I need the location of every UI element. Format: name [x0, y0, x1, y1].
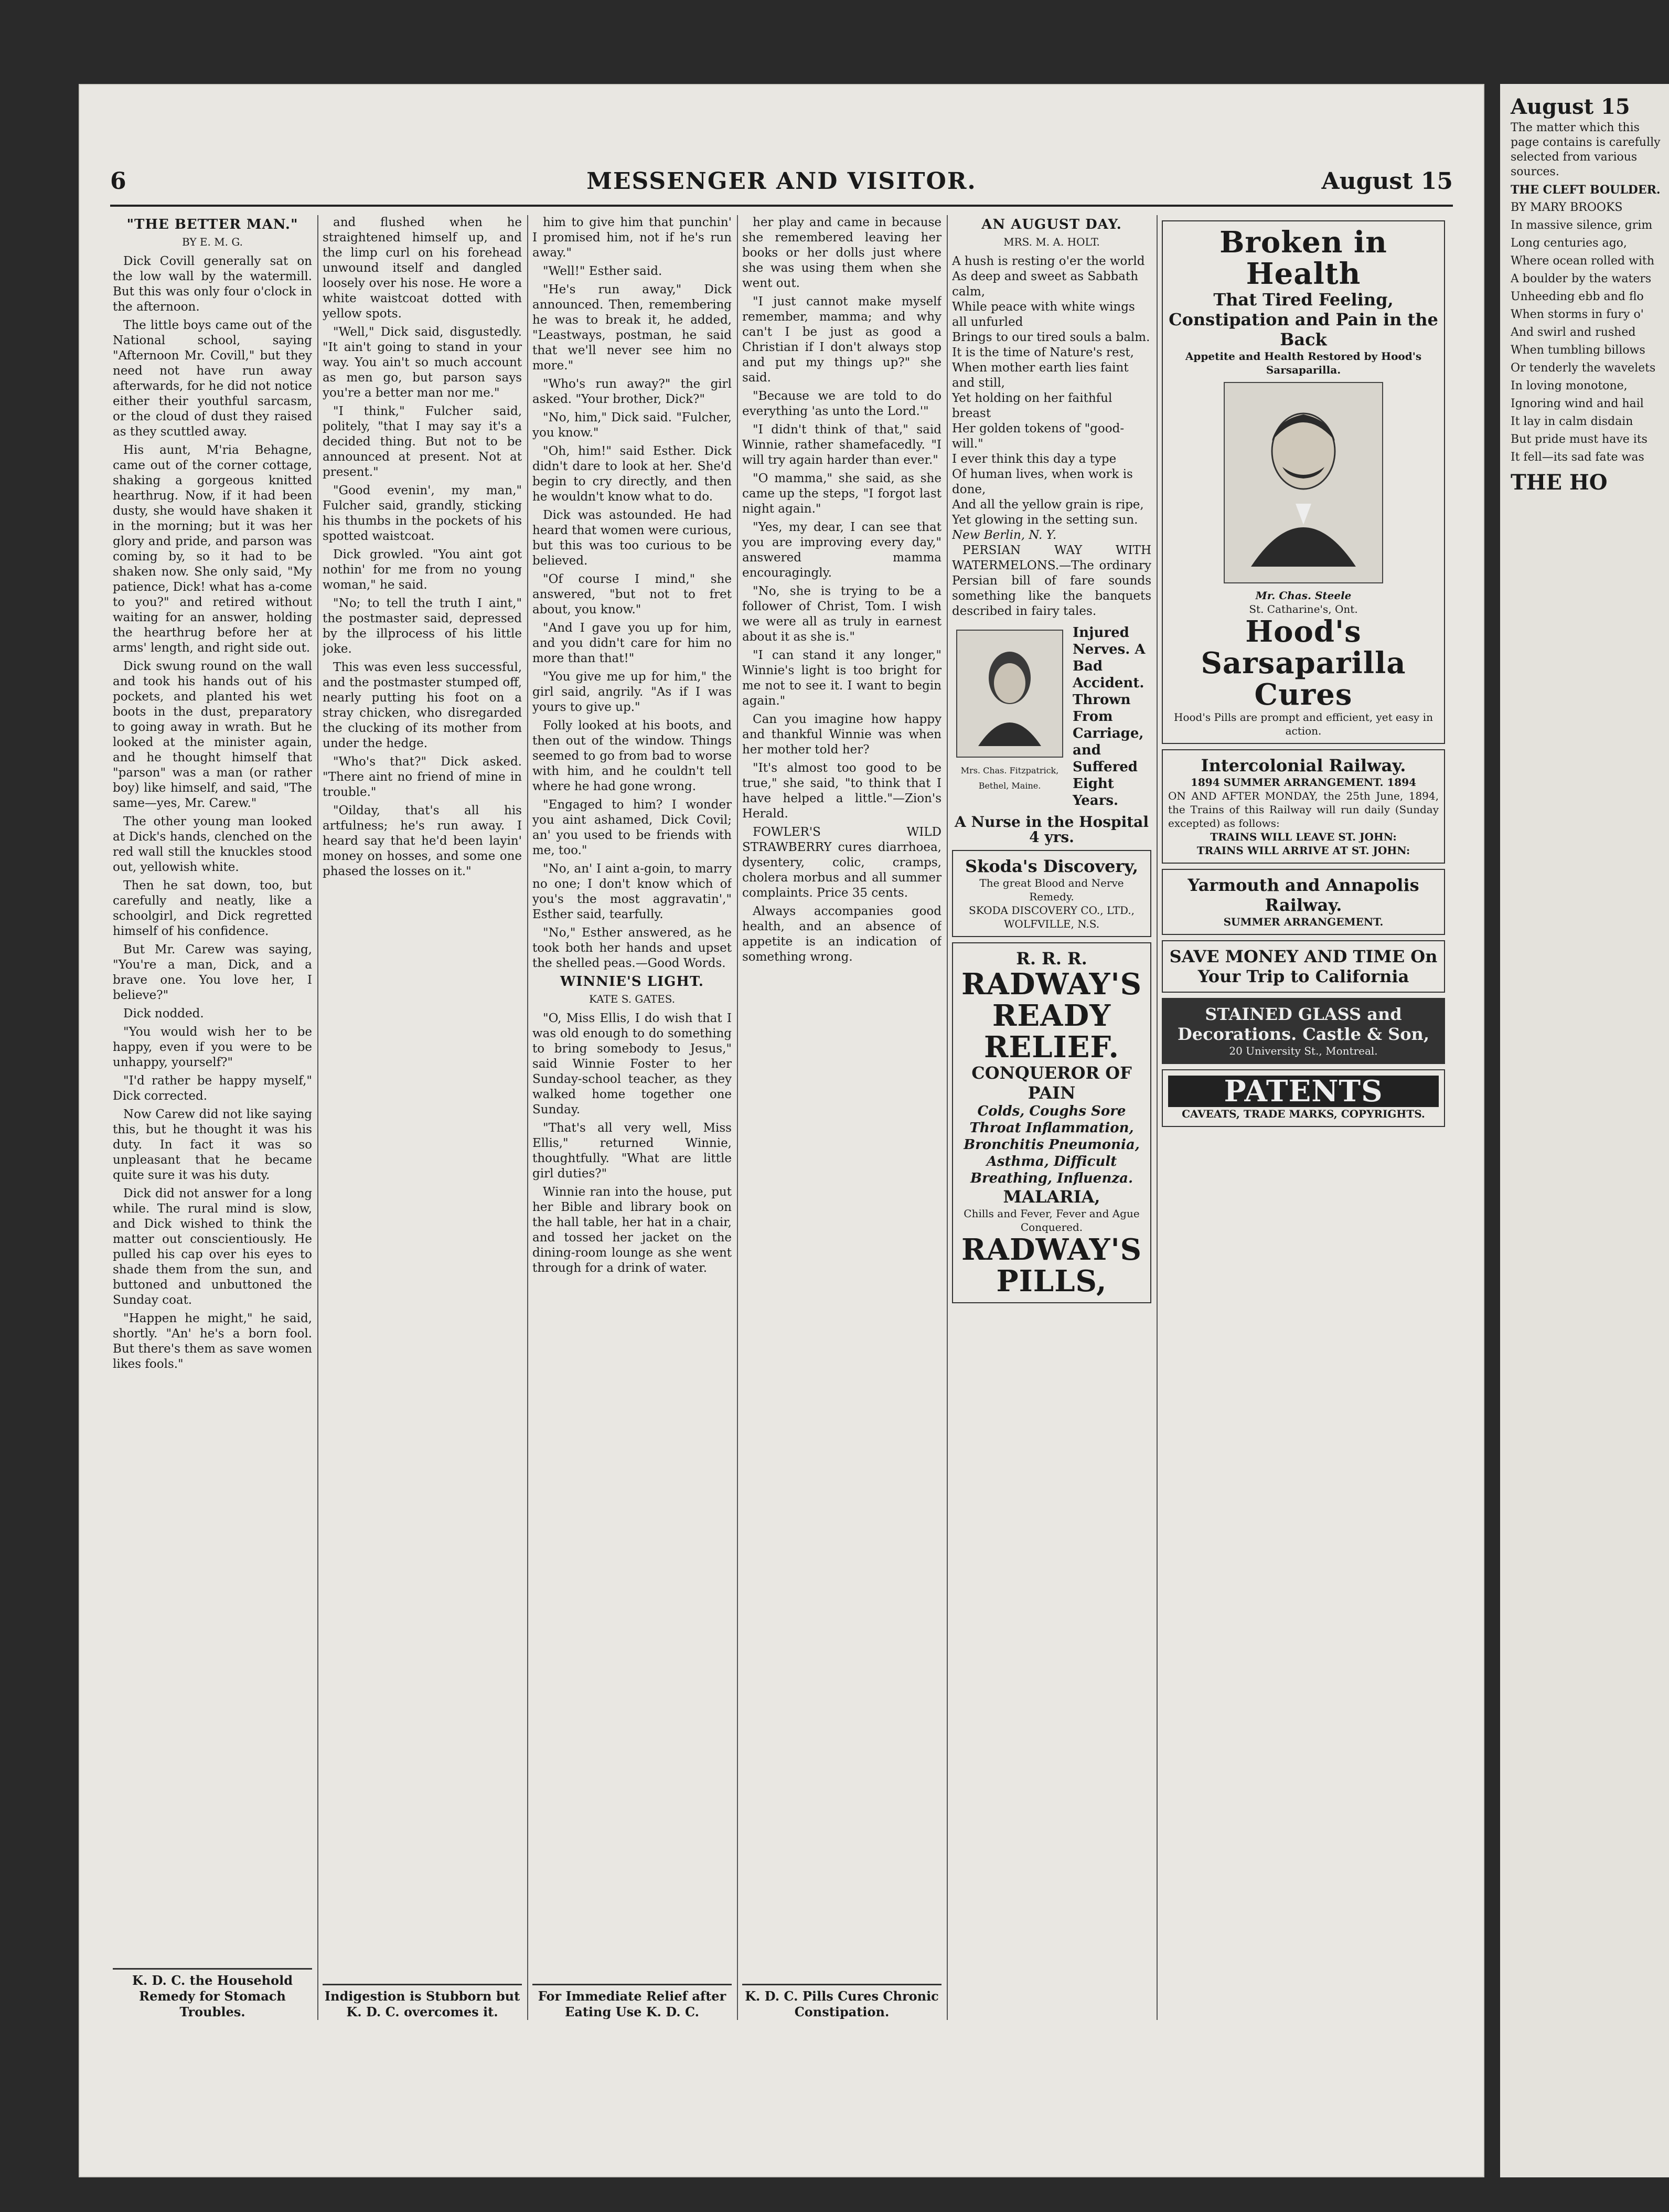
story-title: WINNIE'S LIGHT.	[560, 974, 704, 990]
california-headline: SAVE MONEY AND TIME On Your Trip to California	[1169, 947, 1438, 986]
facing-page	[1500, 84, 1669, 2177]
skoda-subtitle: The great Blood and Nerve Remedy.	[979, 877, 1124, 903]
paragraph: Now Carew did not like saying this, but he thought it was his duty. In fact it was so unpleasant that he became quite sure it was his duty.	[113, 1108, 312, 1182]
malaria-label: MALARIA,	[1003, 1187, 1100, 1207]
paragraph: The other young man looked at Dick's hands, clenched on the red wall still the knuckles stood out, yellowish white.	[113, 815, 312, 874]
ad-fowler: FOWLER'S WILD STRAWBERRY cures diarrhoea, dysentery, colic, cramps, cholera morbus and all summer complaints. Price 35 cents.	[742, 825, 942, 900]
radway-title: RADWAY'S READY RELIEF.	[961, 967, 1142, 1065]
paragraph: her play and came in because she remembered leaving her books or her dolls just where she was using them when she went out.	[742, 216, 942, 290]
paragraph: Dick nodded.	[123, 1007, 204, 1020]
paragraph: Dick was astounded. He had heard that women were curious, but this was too curious to be believed.	[532, 508, 732, 568]
column-rule	[317, 215, 318, 2020]
column-1	[113, 215, 312, 2020]
testimonial-caption: Mrs. Chas. Fitzpatrick, Bethel, Maine.	[960, 765, 1059, 791]
paragraph: Can you imagine how happy and thankful Winnie was when her mother told her?	[742, 712, 942, 757]
column-6	[1162, 215, 1445, 2020]
story-byline: BY E. M. G.	[181, 236, 243, 248]
poem-line: Yet glowing in the setting sun.	[952, 513, 1138, 527]
intercolonial-railway-ad	[1162, 749, 1445, 864]
column-rule	[527, 215, 528, 2020]
paragraph: Then he sat down, too, but carefully and neatly, like a schoolgirl, and Dick regretted himself of his confidence.	[113, 879, 312, 938]
facing-poem-line: When tumbling billows	[1511, 344, 1645, 357]
column-footer-ad: K. D. C. the Household Remedy for Stomach Troubles.	[113, 1968, 312, 2020]
poem-line: As deep and sweet as Sabbath calm,	[952, 270, 1139, 299]
woman-portrait-image	[956, 630, 1063, 758]
column-rule	[947, 215, 948, 2020]
hoods-cures: Hood's Sarsaparilla Cures	[1201, 614, 1406, 712]
paragraph: "Who's run away?" the girl asked. "Your brother, Dick?"	[532, 377, 732, 406]
column-4	[742, 215, 942, 2020]
conqueror-label: CONQUEROR OF PAIN	[971, 1063, 1132, 1103]
rrr-label: R. R. R.	[1016, 949, 1087, 969]
paragraph: and flushed when he straightened himself up, and the limp curl on his forehead unwound itself and dangled loosely over his nose. He wore a white waistcoat dotted with yellow spots.	[323, 216, 522, 321]
watermelon-item: PERSIAN WAY WITH WATERMELONS.—The ordinary Persian bill of fare sounds something like the banquets described in fairy tales.	[952, 544, 1151, 618]
paragraph: "Yes, my dear, I can see that you are improving every day," answered mamma encouragingly.	[742, 520, 942, 580]
facing-poem-line: Long centuries ago,	[1511, 237, 1627, 250]
poem-line: Of human lives, when work is done,	[952, 467, 1133, 496]
poem	[952, 254, 1151, 543]
railway-text: ON AND AFTER MONDAY, the 25th June, 1894, the Trains of this Railway will run daily (Sunday excepted) as follows:	[1168, 790, 1439, 830]
paragraph: "You would wish her to be happy, even if you were to be unhappy, yourself?"	[113, 1025, 312, 1069]
paragraph: "I just cannot make myself remember, mamma; and why can't I be just as good a Christian if I don't always stop and put my things up?" she said.	[742, 295, 942, 385]
man-portrait-image	[1224, 382, 1383, 583]
paragraph: "No, she is trying to be a follower of Christ, Tom. I wish we were all as truly in earnest about it as she is."	[742, 584, 942, 644]
skoda-ad	[952, 850, 1151, 937]
paragraph: "Who's that?" Dick asked. "There aint no friend of mine in trouble."	[323, 755, 522, 799]
column-footer-ad: For Immediate Relief after Eating Use K. D. C.	[532, 1984, 732, 2020]
facing-poem-line: It fell—its sad fate was	[1511, 451, 1644, 464]
testimonial-portrait-block	[952, 624, 1067, 809]
portrait-place: St. Catharine's, Ont.	[1249, 603, 1358, 615]
paragraph: The little boys came out of the National school, saying "Afternoon Mr. Covill," but they need not have run away afterwards, for he did not notice either their youthful sarcasm, or the cloud of dust they raised as they scuttled away.	[113, 318, 312, 439]
poem-line: When mother earth lies faint and still,	[952, 361, 1129, 390]
paragraph: "I didn't think of that," said Winnie, rather shamefacedly. "I will try again harder than ever."	[742, 423, 942, 467]
paragraph: "Engaged to him? I wonder you aint ashamed, Dick Covil; an' you used to be friends with me, too."	[532, 798, 732, 857]
hoods-ad	[1162, 220, 1445, 744]
colds-list: Colds, Coughs Sore Throat Inflammation, Bronchitis Pneumonia, Asthma, Difficult Breathing, Influenza.	[964, 1103, 1140, 1186]
paragraph: But Mr. Carew was saying, "You're a man, Dick, and a brave one. You love her, I believe?"	[113, 943, 312, 1002]
story-title: "THE BETTER MAN."	[126, 217, 298, 232]
trains-arrive-label: TRAINS WILL ARRIVE AT ST. JOHN:	[1196, 844, 1410, 857]
paragraph: "And I gave you up for him, and you didn't care for him no more than that!"	[532, 621, 732, 665]
skoda-title: Skoda's Discovery,	[965, 856, 1138, 876]
poem-title: AN AUGUST DAY.	[981, 217, 1122, 232]
yarmouth-subtitle: SUMMER ARRANGEMENT.	[1223, 916, 1384, 928]
yarmouth-title: Yarmouth and Annapolis Railway.	[1187, 875, 1419, 915]
testimonial	[952, 624, 1151, 809]
facing-poem-line: Ignoring wind and hail	[1511, 397, 1644, 410]
paragraph: "That's all very well, Miss Ellis," returned Winnie, thoughtfully. "What are little girl duties?"	[532, 1121, 732, 1181]
paragraph: "Oilday, that's all his artfulness; he's run away. I heard say that he'd been layin' money on hosses, and some one phased the losses on it."	[323, 804, 522, 878]
paragraph: "O, Miss Ellis, I do wish that I was old enough to do something to bring somebody to Jesus," said Winnie Foster to her Sunday-school teacher, as they walked home together one Sunday.	[532, 1012, 732, 1116]
paragraph: "Oh, him!" said Esther. Dick didn't dare to look at her. She'd begin to cry directly, and then he wouldn't know what to do.	[532, 444, 732, 504]
paragraph: "You give me up for him," the girl said, angrily. "As if I was yours to give up."	[532, 670, 732, 714]
patents-ad	[1162, 1069, 1445, 1127]
poem-line: A hush is resting o'er the world	[952, 254, 1145, 268]
paragraph: His aunt, M'ria Behagne, came out of the corner cottage, shaking a gorgeous knitted hearthrug. Now, if it had been dusty, she would have shaken it in the morning; but it was her glory and pride, and parson was coming by, so it had to be shaken now. She only said, "My patience, Dick! what has a-come to you?" and retired without waiting for an answer, holding the hearthrug before her at arms' length, and right side out.	[113, 443, 312, 655]
ad-appetite: Always accompanies good health, and an absence of appetite is an indication of something wrong.	[742, 905, 942, 964]
paragraph: "Of course I mind," she answered, "but not to fret about, you know."	[532, 572, 732, 616]
paragraph: "Good evenin', my man," Fulcher said, grandly, sticking his thumbs in the pockets of his spotted waistcoat.	[323, 484, 522, 543]
column-footer-ad: K. D. C. Pills Cures Chronic Constipation.	[742, 1984, 942, 2020]
poem-line: It is the time of Nature's rest,	[952, 346, 1134, 359]
poem-line: And all the yellow grain is ripe,	[952, 498, 1144, 512]
masthead	[110, 168, 1453, 207]
paragraph: Winnie ran into the house, put her Bible and library book on the hall table, her hat in a chair, and tossed her jacket on the dining-room lounge as she went through for a drink of water.	[532, 1185, 732, 1275]
paragraph: Dick did not answer for a long while. The rural mind is slow, and Dick wished to think the matter out conscientiously. He pulled his cap over his eyes to shade them from the sun, and buttoned and unbuttoned the Sunday coat.	[113, 1187, 312, 1307]
facing-poem-author: BY MARY BROOKS	[1511, 201, 1623, 214]
facing-poem-line: And swirl and rushed	[1511, 326, 1636, 339]
issue-date: August 15	[1321, 168, 1453, 195]
stained-glass-ad	[1162, 998, 1445, 1064]
california-ad	[1162, 940, 1445, 993]
stained-glass-title: STAINED GLASS and Decorations. Castle & Son,	[1178, 1004, 1429, 1044]
paragraph: "Well," Dick said, disgustedly. "It ain't going to stand in your way. You ain't so much account as men go, but parson says you're a better man nor me."	[323, 325, 522, 400]
broken-health-headline: Broken in Health	[1219, 225, 1387, 291]
yarmouth-railway-ad	[1162, 869, 1445, 935]
nurse-headline: A Nurse in the Hospital 4 yrs.	[955, 813, 1149, 846]
paragraph: "I think," Fulcher said, politely, "that I may say it's a decided thing. But not to be announced at present. Not at present."	[323, 405, 522, 479]
paragraph: Folly looked at his boots, and then out of the window. Things seemed to go from bad to worse with him, and he couldn't tell where he had gone wrong.	[532, 719, 732, 793]
paragraph: "It's almost too good to be true," she said, "to think that I have helped a little."—Zion's Herald.	[742, 761, 942, 821]
paragraph: This was even less successful, and the postmaster stumped off, nearly putting his foot on a stray chicken, who disregarded the clucking of its mother from under the hedge.	[323, 661, 522, 750]
paragraph: Dick growled. "You aint got nothin' for me from no young woman," he said.	[323, 548, 522, 592]
facing-poem-line: Unheeding ebb and flo	[1511, 290, 1644, 303]
radway-pills-title: RADWAY'S PILLS,	[961, 1232, 1142, 1299]
paragraph: "I can stand it any longer," Winnie's light is too bright for me not to see it. I want to begin again."	[742, 648, 942, 708]
poem-author: MRS. M. A. HOLT.	[1003, 236, 1100, 248]
facing-poem-line: A boulder by the waters	[1511, 272, 1652, 285]
paragraph: "No," Esther answered, as he took both her hands and upset the shelled peas.—Good Words.	[532, 926, 732, 970]
poem-line: I ever think this day a type	[952, 452, 1117, 466]
poem-line: Her golden tokens of "good-will."	[952, 422, 1125, 451]
facing-poem-line: Or tenderly the wavelets	[1511, 361, 1656, 375]
railway-title: Intercolonial Railway.	[1201, 756, 1406, 775]
facing-poem-line: It lay in calm disdain	[1511, 415, 1633, 428]
radway-ready-relief-ad	[952, 942, 1151, 1303]
paragraph: "No, him," Dick said. "Fulcher, you know."	[532, 411, 732, 440]
facing-poem-line: When storms in fury o'	[1511, 308, 1644, 321]
facing-poem-line: But pride must have its	[1511, 433, 1647, 446]
paragraph: "No, an' I aint a-goin, to marry no one; I don't know which of you's the most aggravatin'," Esther said, tearfully.	[532, 862, 732, 921]
column-2	[323, 215, 522, 2020]
summer-arrangement: 1894 SUMMER ARRANGEMENT. 1894	[1190, 776, 1417, 789]
testimonial-headline: Injured Nerves. A Bad Accident. Thrown From Carriage, and Suffered Eight Years.	[1073, 625, 1146, 809]
facing-section-head: THE HO	[1511, 470, 1608, 495]
paragraph: Dick swung round on the wall and took his hands out of his pockets, and planted his wet boots in the dust, preparatory to going away in wrath. But he looked at the minister again, and he thought himself that "parson" was a man (or rather boy) like himself, and said, "The same—yes, Mr. Carew."	[113, 660, 312, 810]
paragraph: "Well!" Esther said.	[543, 264, 662, 278]
facing-poem-line: In massive silence, grim	[1511, 219, 1653, 232]
story-byline: KATE S. GATES.	[589, 993, 676, 1005]
facing-page-notice: The matter which this page contains is carefully selected from various sources.	[1511, 121, 1661, 178]
paragraph: "Because we are told to do everything 'as unto the Lord.'"	[742, 389, 942, 418]
poem-line: While peace with white wings all unfurled	[952, 300, 1135, 329]
malaria-subtitle: Chills and Fever, Fever and Ague Conquered.	[964, 1207, 1140, 1233]
skoda-note: SKODA DISCOVERY CO., LTD., WOLFVILLE, N.S.	[969, 904, 1135, 930]
column-3	[532, 215, 732, 2020]
paragraph: "I'd rather be happy myself," Dick corrected.	[113, 1074, 312, 1103]
facing-poem-line: In loving monotone,	[1511, 379, 1628, 392]
broken-health-subtitle: That Tired Feeling, Constipation and Pain in the Back	[1169, 290, 1438, 349]
poem-place: New Berlin, N. Y.	[952, 528, 1057, 542]
poem-line: Yet holding on her faithful breast	[952, 391, 1112, 420]
portrait-caption: Mr. Chas. Steele	[1255, 589, 1352, 602]
paragraph: him to give him that punchin' I promised him, not if he's run away."	[532, 216, 732, 260]
patents-subtitle: CAVEATS, TRADE MARKS, COPYRIGHTS.	[1182, 1108, 1425, 1120]
paragraph: "He's run away," Dick announced. Then, remembering he was to break it, he added, "Leastways, postman, he said that we'll never see him no more."	[532, 283, 732, 373]
paragraph: "No; to tell the truth I aint," the postmaster said, depressed by the illprocess of his little joke.	[323, 597, 522, 656]
stained-glass-address: 20 University St., Montreal.	[1229, 1045, 1378, 1057]
poem-line: Brings to our tired souls a balm.	[952, 331, 1150, 344]
facing-page-content	[1500, 84, 1669, 495]
page-number: 6	[110, 168, 126, 195]
paper-title: MESSENGER AND VISITOR.	[586, 168, 977, 195]
paragraph: "O mamma," she said, as she came up the steps, "I forgot last night again."	[742, 472, 942, 516]
patents-title: PATENTS	[1168, 1076, 1439, 1107]
facing-poem-line: Where ocean rolled with	[1511, 254, 1655, 268]
paragraph: "Happen he might," he said, shortly. "An' he's a born fool. But there's them as save women likes fools."	[113, 1312, 312, 1371]
hoods-pills: Hood's Pills are prompt and efficient, yet easy in action.	[1174, 711, 1433, 737]
trains-leave-label: TRAINS WILL LEAVE ST. JOHN:	[1210, 831, 1397, 843]
broken-health-subtitle-2: Appetite and Health Restored by Hood's Sarsaparilla.	[1185, 350, 1422, 376]
facing-poem-title: THE CLEFT BOULDER.	[1511, 183, 1661, 197]
paragraph: Dick Covill generally sat on the low wall by the watermill. But this was only four o'clock in the afternoon.	[113, 254, 312, 314]
column-rule	[737, 215, 738, 2020]
column-rule	[1157, 215, 1158, 2020]
facing-page-date: August 15	[1511, 94, 1630, 119]
column-footer-ad: Indigestion is Stubborn but K. D. C. overcomes it.	[323, 1984, 522, 2020]
column-5	[952, 215, 1151, 2020]
